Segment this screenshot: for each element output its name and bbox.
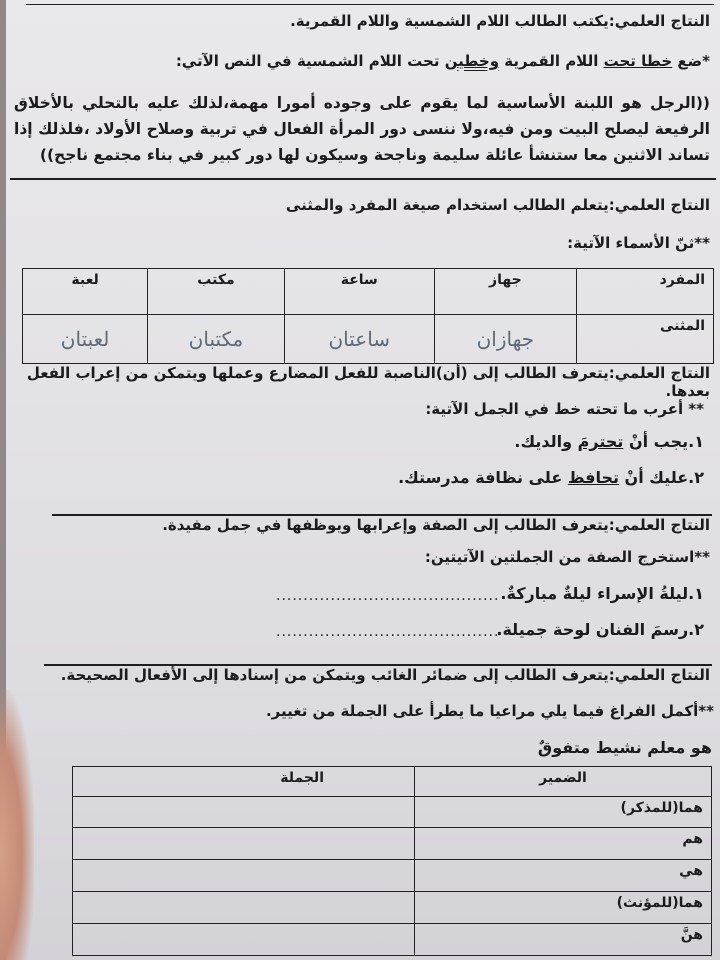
section4-instruction: **استخرج الصفة من الجملتين الآتيتين:: [424, 548, 710, 566]
singular-cell: مكتب: [148, 269, 285, 315]
instruction-middle: اللام القمرية: [499, 52, 604, 70]
finger-shadow: [0, 690, 34, 960]
section5-objective: [6, 666, 710, 684]
objective-label: النتاج العلمي:: [608, 666, 710, 684]
underlined-verb: تحترمَ: [577, 432, 624, 451]
pronoun-cell: هم: [415, 828, 712, 860]
section3-sentence-1: [6, 432, 704, 451]
table-row: [73, 796, 712, 828]
row-label-singular: المفرد: [577, 269, 714, 315]
section1-paragraph: ((الرجل هو اللبنة الأساسية لما يقوم على وجوده أمورا مهمة،لذلك عليه بالتحلي بالأخلاق الرفيعة ليصلح البيت ومن فيه،ولا ننسى دور المرأة الفعال في تربية وصلاح الأولاد ،فلذلك إذا تساند الاثنين معا ستنشأ عائلة سليمة وناجحة وسيكون لها دور كبير في بناء مجتمع ناجح)): [14, 94, 710, 164]
section5-example: هو معلم نشيط متفوقٌ: [537, 738, 712, 757]
section2-instruction: **ثنّ الأسماء الآتية:: [567, 234, 710, 252]
instruction-underlined-two: وخطين: [444, 52, 500, 70]
underlined-verb: تحافظ: [567, 468, 619, 487]
table-row-singular: [23, 269, 714, 315]
section1-objective: [6, 12, 710, 30]
dual-handwritten-answer[interactable]: لعبتان: [23, 315, 148, 364]
section4-sentence-2: ٢.رسمَ الفنان لوحة جميلة.: [496, 620, 704, 639]
sentence-text: عليك أنْ: [618, 468, 689, 487]
instruction-prefix: *ضع: [672, 52, 710, 70]
sentence-answer-cell[interactable]: [73, 828, 415, 860]
singular-cell: لعبة: [23, 269, 148, 315]
sentence-answer-cell[interactable]: [73, 924, 415, 956]
singular-cell: ساعة: [284, 269, 434, 315]
dual-handwritten-answer[interactable]: ساعتان: [284, 315, 434, 364]
sentence-answer-cell[interactable]: [73, 892, 415, 924]
answer-blank-1[interactable]: .........................................: [276, 588, 500, 604]
objective-text: يتعرف الطالب إلى الصفة وإعرابها ويوظفها في جمل مفيدة.: [162, 516, 609, 534]
section5-instruction: **أكمل الفراغ فيما يلي مراعيا ما يطرأ على الجملة من تغيير.: [265, 702, 714, 720]
top-divider: [26, 4, 714, 5]
pronoun-cell: هما(للمذكر): [415, 796, 712, 828]
singular-cell: جهاز: [434, 269, 576, 315]
section-divider: [10, 178, 716, 180]
section2-objective: [6, 196, 710, 214]
pronoun-cell: هي: [415, 860, 712, 892]
table-row: [73, 924, 712, 956]
objective-label: النتاج العلمي:: [608, 516, 710, 534]
section4-objective: [6, 516, 710, 534]
sentence-answer-cell[interactable]: [73, 796, 415, 828]
sentence-text: على نظافة مدرستك.: [398, 468, 568, 487]
table-row: [73, 860, 712, 892]
sentence-answer-cell[interactable]: [73, 860, 415, 892]
instruction-suffix: تحت اللام الشمسية في النص الآتي:: [175, 52, 445, 70]
objective-label: النتاج العلمي:: [608, 12, 710, 30]
table-row: [73, 892, 712, 924]
dual-handwritten-answer[interactable]: جهازان: [434, 315, 576, 364]
instruction-underlined-one: خطا تحت: [603, 52, 673, 70]
objective-text: يتعلم الطالب استخدام صيغة المفرد والمثنى: [285, 196, 609, 214]
section3-objective: [6, 364, 710, 400]
section1-instruction: [6, 52, 710, 70]
dual-handwritten-answer[interactable]: مكتبان: [148, 315, 285, 364]
objective-label: النتاج العلمي:: [608, 196, 710, 214]
objective-label: النتاج العلمي:: [608, 364, 710, 382]
section3-sentence-2: [6, 468, 704, 487]
table-row-dual: [23, 315, 714, 364]
pronoun-table: [72, 766, 712, 956]
col-header-pronoun: الضمير: [415, 767, 712, 797]
sentence-number: ٢.: [688, 468, 704, 487]
sentence-text: والديك.: [514, 432, 578, 451]
objective-text: يتعرف الطالب إلى (أن)الناصبة للفعل المضارع وعملها ويتمكن من إعراب الفعل بعدها.: [26, 364, 710, 400]
sentence-number: ١.: [688, 432, 704, 451]
section4-sentence-1: ١.ليلةُ الإسراء ليلةٌ مباركةٌ.: [500, 584, 704, 603]
objective-text: يتعرف الطالب إلى ضمائر الغائب ويتمكن من إسنادها إلى الأفعال الصحيحة.: [60, 666, 609, 684]
table-row: [73, 828, 712, 860]
answer-blank-2[interactable]: .........................................: [276, 624, 500, 640]
col-header-sentence: الجملة: [73, 767, 415, 797]
row-label-dual: المثنى: [577, 315, 714, 364]
pronoun-cell: هما(للمؤنث): [415, 892, 712, 924]
section3-instruction: ** أعرب ما تحته خط في الجمل الآتية:: [425, 400, 704, 418]
sentence-text: يجب أنْ: [623, 432, 689, 451]
dual-table: [22, 268, 714, 364]
objective-text: يكتب الطالب اللام الشمسية واللام القمرية.: [290, 12, 609, 30]
worksheet-page: [6, 0, 720, 960]
table-header-row: [73, 767, 712, 797]
pronoun-cell: هنَّ: [415, 924, 712, 956]
